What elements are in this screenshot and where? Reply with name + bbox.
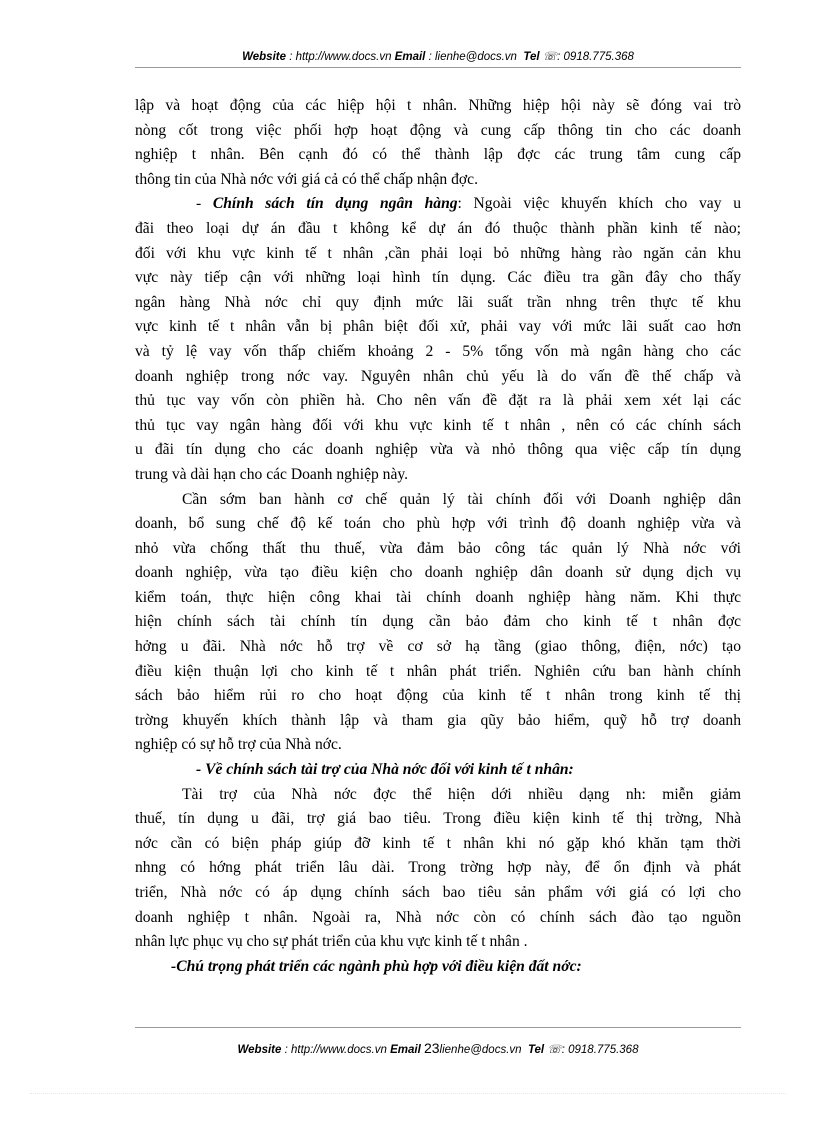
text-line: sách bảo hiểm rủi ro cho hoạt động của kinh tế t nhân trong kinh tế thị	[135, 687, 741, 705]
text-line: hiện chính sách tài chính tín dụng cần bảo đảm cho kinh tế t nhân đợc	[135, 613, 741, 631]
text-line: trờng khuyến khích thành lập và tham gia qũy bảo hiểm, quỹ hỗ trợ doanh	[135, 711, 741, 729]
text-line: lập và hoạt động của các hiệp hội t nhân. Những hiệp hội này sẽ đóng vai trò	[135, 97, 741, 114]
text-line: ngân hàng Nhà nớc chỉ quy định mức lãi suất trần nhng trên thực tế khu	[135, 293, 741, 311]
footer-divider	[135, 1027, 741, 1028]
page-footer	[135, 1040, 741, 1056]
text-line: điều kiện thuận lợi cho kinh tế t nhân phát triển. Nghiên cứu ban hành chính	[135, 662, 741, 680]
section-heading-credit: - Chính sách tín dụng ngân hàng: Ngoài việc khuyến khích cho vay u	[196, 195, 741, 213]
footer-tel-label: Tel	[527, 1044, 545, 1056]
section-heading-funding: - Về chính sách tài trợ của Nhà nớc đối với kinh tế t nhân:	[196, 761, 574, 779]
telephone-icon: ☏	[547, 1044, 562, 1056]
text-line: nhỏ vừa chống thất thu thuế, vừa đảm bảo công tác quản lý Nhà nớc với	[135, 539, 741, 557]
text-line: nòng cốt trong việc phối hợp hoạt động và cung cấp thông tin cho các doanh	[135, 121, 741, 139]
text-line: đãi theo loại dự án đầu t không kể dự án đó thuộc thành phần kinh tế nào;	[135, 219, 741, 237]
text-line: thông tin của Nhà nớc với giá cả có thể chấp nhận đợc.	[135, 170, 478, 188]
footer-email-value[interactable]: lienhe@docs.vn	[439, 1044, 522, 1056]
page-number: 23	[423, 1040, 440, 1056]
text-line: u đãi tín dụng cho các doanh nghiệp vừa và nhỏ thông qua việc cấp tín dụng	[135, 441, 741, 459]
header-website-url[interactable]: : http://www.docs.vn	[289, 51, 392, 63]
telephone-icon: ☏	[542, 51, 558, 63]
header-tel-value: : 0918.775.368	[557, 51, 634, 63]
text-line: nớc cần có biện pháp giúp đỡ kinh tế t nhân khi nó gặp khó khăn tạm thời	[135, 834, 741, 852]
text-line: vực kinh tế t nhân vẫn bị phân biệt đối xử, phải vay với mức lãi suất cao hơn	[135, 318, 741, 336]
page-edge-dotted-line	[30, 1093, 786, 1094]
text-line: kiểm toán, thực hiện công khai tài chính doanh nghiệp hàng năm. Khi thực	[135, 588, 741, 606]
text-line: doanh, bổ sung chế độ kế toán cho phù hợp với trình độ doanh nghiệp vừa và	[135, 515, 741, 533]
text-line: vực này tiếp cận với những loại hình tín dụng. Các điều tra gần đây cho thấy	[135, 269, 741, 287]
footer-website-label: Website	[237, 1044, 282, 1056]
credit-policy-title: Chính sách tín dụng ngân hàng	[212, 195, 458, 213]
text-line: đối với khu vực kinh tế t nhân ,cần phải loại bỏ những hàng rào ngăn cản khu	[135, 244, 741, 262]
document-body	[135, 94, 741, 979]
page-header	[135, 49, 741, 63]
header-tel-label: Tel	[523, 51, 540, 63]
footer-website-url[interactable]: : http://www.docs.vn	[284, 1044, 387, 1056]
header-website-label: Website	[242, 51, 286, 63]
text-line: doanh nghiệp, vừa tạo điều kiện cho doanh nghiệp dân doanh sử dụng dịch vụ	[135, 564, 741, 582]
text-line: và tỷ lệ vay vốn thấp chiếm khoảng 2 - 5% tổng vốn mà ngân hàng cho các	[135, 342, 741, 360]
text-line: doanh nghiệp t nhân. Ngoài ra, Nhà nớc còn có chính sách đào tạo nguồn	[135, 908, 741, 926]
text-line: nghiệp t nhân. Bên cạnh đó có thể thành lập đợc các trung tâm cung cấp	[135, 146, 741, 164]
text-line: nghiệp có sự hỗ trợ của Nhà nớc.	[135, 736, 342, 754]
header-email-label: Email	[394, 51, 426, 63]
text-line: thủ tục vay ngân hàng đối với khu vực kinh tế t nhân , nên có các chính sách	[135, 416, 741, 434]
text-line: Tài trợ của Nhà nớc đợc thể hiện dới nhiều dạng nh: miễn giảm	[182, 785, 741, 803]
text-line: hởng u đãi. Nhà nớc hỗ trợ về cơ sở hạ tầng (giao thông, điện, nớc) tạo	[135, 638, 741, 656]
text-line: Cần sớm ban hành cơ chế quản lý tài chính đối với Doanh nghiệp dân	[182, 490, 741, 508]
text-line: trung và dài hạn cho các Doanh nghiệp này.	[135, 465, 409, 483]
header-email-value[interactable]: : lienhe@docs.vn	[428, 51, 517, 63]
text-line: thủ tục vay vốn còn phiền hà. Cho nên vấn đề đặt ra là phải xem xét lại các	[135, 392, 741, 410]
text-line: nhng có hớng phát triển lâu dài. Trong trờng hợp này, để ổn định và phát	[135, 859, 741, 877]
credit-policy-intro: : Ngoài việc khuyến khích cho vay u	[457, 195, 741, 213]
footer-tel-value: : 0918.775.368	[561, 1044, 639, 1056]
text-line: doanh nghiệp trong nớc vay. Nguyên nhân chủ yếu là do vấn đề thế chấp và	[135, 367, 741, 385]
header-divider	[135, 67, 741, 68]
footer-email-label: Email	[390, 1044, 421, 1056]
section-heading-industries: -Chú trọng phát triển các ngành phù hợp với điều kiện đất nớc:	[171, 957, 582, 975]
text-line: triển, Nhà nớc có áp dụng chính sách bao tiêu sản phẩm với giá có lợi cho	[135, 884, 741, 901]
text-line: thuế, tín dụng u đãi, trợ giá bao tiêu. Trong điều kiện kinh tế thị trờng, Nhà	[135, 810, 741, 828]
text-line: nhân lực phục vụ cho sự phát triển của khu vực kinh tế t nhân .	[135, 933, 528, 951]
